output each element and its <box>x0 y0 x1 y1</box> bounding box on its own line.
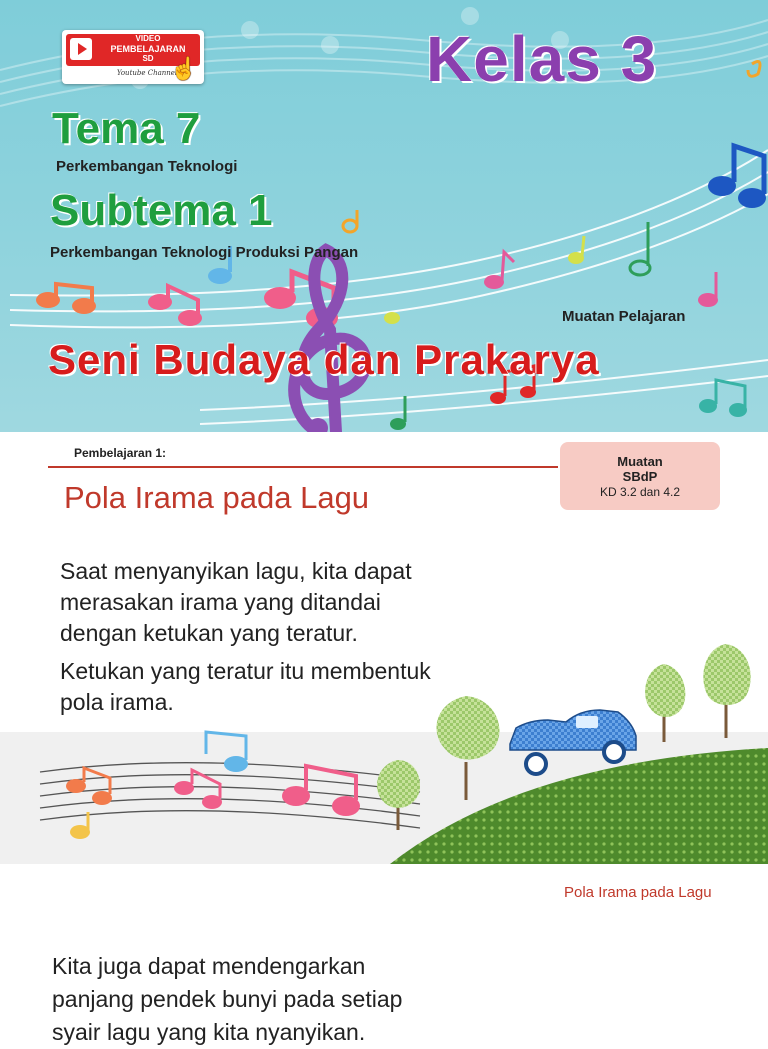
paragraph-3 <box>52 950 402 1049</box>
paragraph-1 <box>60 556 412 649</box>
badge-line-1: VIDEO <box>135 34 161 43</box>
theme-subtitle: Perkembangan Teknologi <box>56 158 238 175</box>
lesson-title: Pola Irama pada Lagu <box>64 480 370 515</box>
theme-title: Tema 7 <box>52 104 201 153</box>
paragraph-line: Ketukan yang teratur itu membentuk <box>60 658 431 684</box>
paragraph-line: dengan ketukan yang teratur. <box>60 620 358 646</box>
paragraph-line: panjang pendek bunyi pada setiap <box>52 986 403 1012</box>
content-box <box>560 442 720 510</box>
badge-signature: Youtube Channel <box>116 69 178 77</box>
pointer-hand-icon: ☝ <box>170 56 198 81</box>
lesson-slide <box>0 432 768 864</box>
paragraph-line: Saat menyanyikan lagu, kita dapat <box>60 558 412 584</box>
content-box-line-3: KD 3.2 dan 4.2 <box>599 485 681 499</box>
paragraph-line: Kita juga dapat mendengarkan <box>52 953 366 979</box>
content-box-line-1: Muatan <box>617 454 663 469</box>
continuation-slide <box>0 864 768 1045</box>
subtheme-title: Subtema 1 <box>50 186 273 235</box>
lesson-label: Pembelajaran 1: <box>74 446 167 460</box>
paragraph-line: syair lagu yang kita nyanyikan. <box>52 1019 366 1045</box>
title-divider <box>48 466 558 468</box>
subject-label: Muatan Pelajaran <box>562 308 686 325</box>
paragraph-line: pola irama. <box>60 689 174 715</box>
badge-line-3: SD <box>142 54 154 63</box>
subtheme-subtitle: Perkembangan Teknologi Produksi Pangan <box>50 244 359 261</box>
content-box-line-2: SBdP <box>622 469 658 484</box>
paragraph-line: merasakan irama yang ditandai <box>60 589 381 615</box>
slide-breadcrumb: Pola Irama pada Lagu <box>564 884 712 901</box>
badge-line-2: PEMBELAJARAN <box>110 44 186 54</box>
grade-title: Kelas 3 <box>426 23 658 95</box>
cover-slide <box>0 0 768 432</box>
subject-title: Seni Budaya dan Prakarya <box>48 336 600 383</box>
paragraph-2 <box>60 656 431 718</box>
play-icon <box>70 38 92 60</box>
